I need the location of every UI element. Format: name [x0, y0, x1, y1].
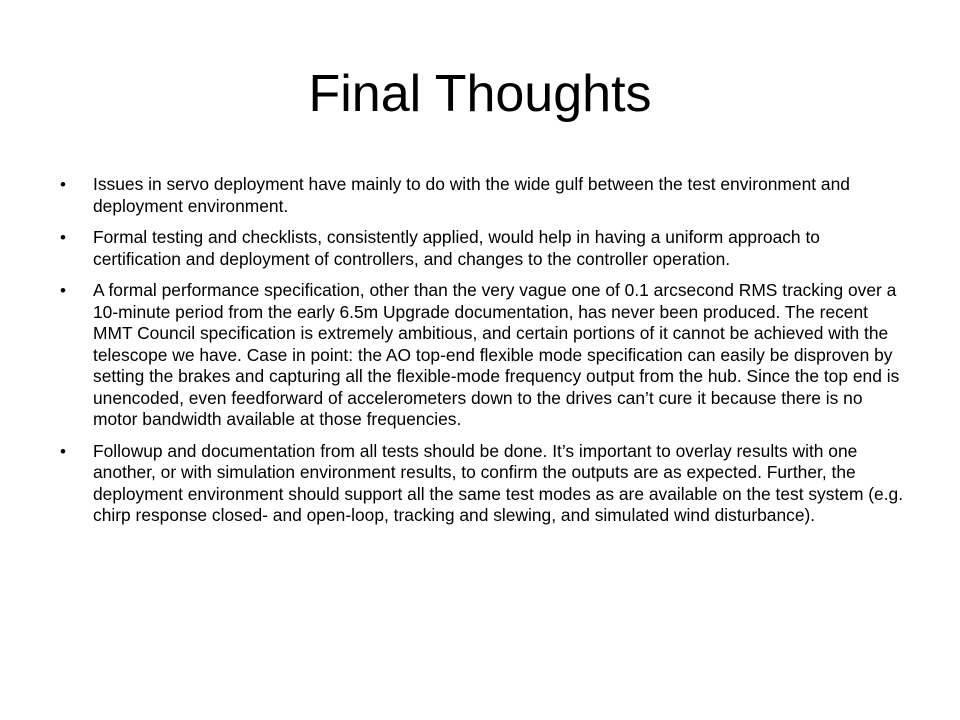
- bullet-item: [60, 280, 910, 431]
- bullet-marker: •: [60, 281, 66, 300]
- bullet-item: [60, 174, 910, 217]
- bullet-marker: •: [60, 441, 66, 461]
- bullet-list: [60, 174, 910, 537]
- bullet-text: Formal testing and checklists, consistently applied, would help in having a uniform approach to certification and deployment of controllers, and changes to the controller operation.: [93, 227, 820, 269]
- bullet-item: [60, 441, 910, 527]
- slide-title: Final Thoughts: [308, 65, 652, 123]
- bullet-marker: •: [60, 228, 66, 247]
- bullet-text: Followup and documentation from all tests should be done. It’s important to overlay results with one another, or with simulation environment results, to confirm the outputs are as expected. Further, the deployment environment should support all the same test modes as are available on the test system (e.g. chirp response closed- and open-loop, tracking and slewing, and simulated wind disturbance).: [93, 440, 904, 525]
- bullet-item: [60, 227, 910, 270]
- bullet-marker: •: [60, 175, 66, 194]
- bullet-text: Issues in servo deployment have mainly to do with the wide gulf between the test environment and deployment environment.: [93, 174, 850, 216]
- bullet-text: A formal performance specification, other than the very vague one of 0.1 arcsecond RMS tracking over a 10-minute period from the early 6.5m Upgrade documentation, has never been produced. The recent MMT Council specification is extremely ambitious, and certain portions of it cannot be achieved with the telescope we have. Case in point: the AO top-end flexible mode specification can easily be disproven by setting the brakes and capturing all the flexible-mode frequency output from the hub. Since the top end is unencoded, even feedforward of accelerometers down to the drives can’t cure it because there is no motor bandwidth available at those frequencies.: [93, 280, 900, 429]
